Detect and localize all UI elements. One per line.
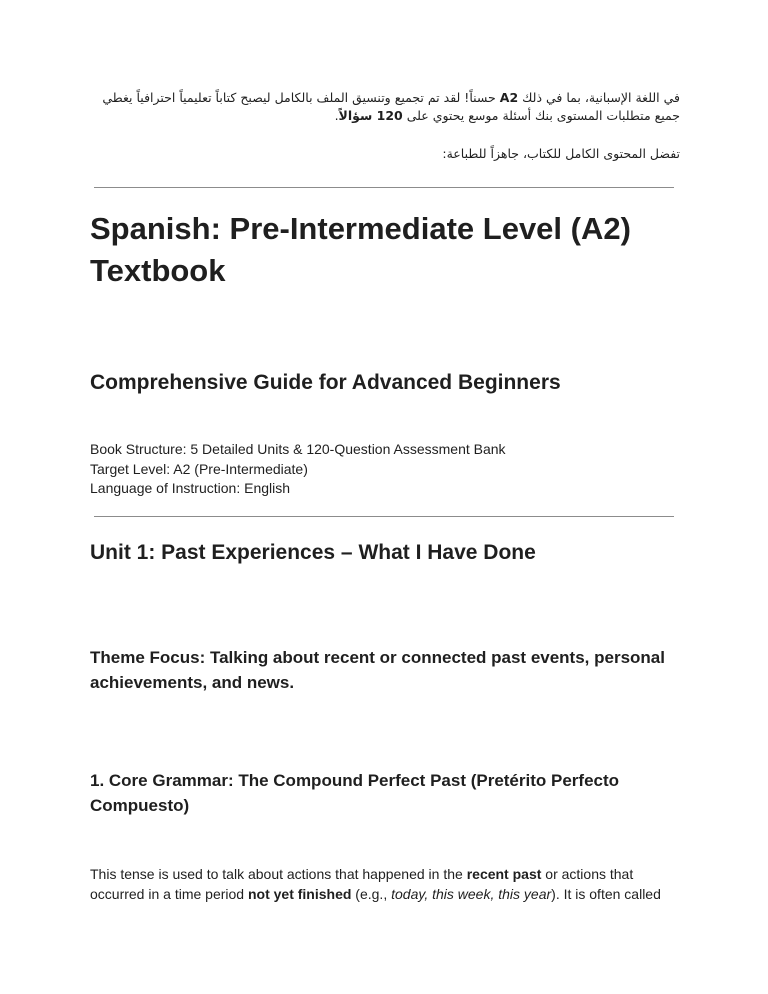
para-italic-examples: today, this week, this year	[391, 886, 552, 902]
unit1-theme-focus: Theme Focus: Talking about recent or connected past events, personal achievements, and news.	[90, 648, 665, 692]
unit1-title: Unit 1: Past Experiences – What I Have Done	[90, 541, 536, 564]
intro-line1-start: في اللغة الإسبانية، بما في ذلك	[522, 90, 680, 105]
book-meta	[90, 440, 690, 499]
intro-line2-start: بنك أسئلة موسع يحتوي على	[406, 108, 553, 123]
para-text-4: ). It is often called	[551, 886, 661, 902]
intro-line2-end: .	[334, 108, 339, 123]
intro-level-label: A2	[499, 90, 519, 105]
target-level: Target Level: A2 (Pre-Intermediate)	[90, 460, 308, 477]
book-structure: Book Structure: 5 Detailed Units & 120-Question Assessment Bank	[90, 441, 506, 457]
para-bold-recent-past: recent past	[466, 866, 542, 882]
arabic-intro-paragraph	[90, 89, 680, 125]
intro-line1-end: حسناً! لقد تم تجميع وتنسيق الملف بالكامل ليصبح كتاباً تعليمياً احترافياً يغطي جميع متطلبات المستوى	[102, 90, 680, 123]
para-bold-not-finished: not yet finished	[247, 886, 352, 902]
unit1-section1-title: 1. Core Grammar: The Compound Perfect Past (Pretérito Perfecto Compuesto)	[90, 771, 620, 815]
divider-top	[94, 187, 674, 188]
para-text-3: (e.g.,	[351, 886, 392, 902]
instruction-language: Language of Instruction: English	[90, 480, 291, 496]
intro-question-count: 120 سؤالاً	[338, 108, 403, 123]
divider-middle	[94, 516, 674, 517]
unit1-section1-paragraph	[90, 864, 680, 904]
para-text-1: This tense is used to talk about actions that happened in the	[90, 866, 467, 882]
para-text-2: or actions that occurred in a time period	[90, 866, 634, 902]
arabic-intro-note: تفضل المحتوى الكامل للكتاب، جاهزاً للطباعة:	[442, 146, 680, 161]
book-title: Spanish: Pre-Intermediate Level (A2) Textbook	[90, 211, 631, 288]
book-subtitle: Comprehensive Guide for Advanced Beginners	[90, 371, 561, 394]
